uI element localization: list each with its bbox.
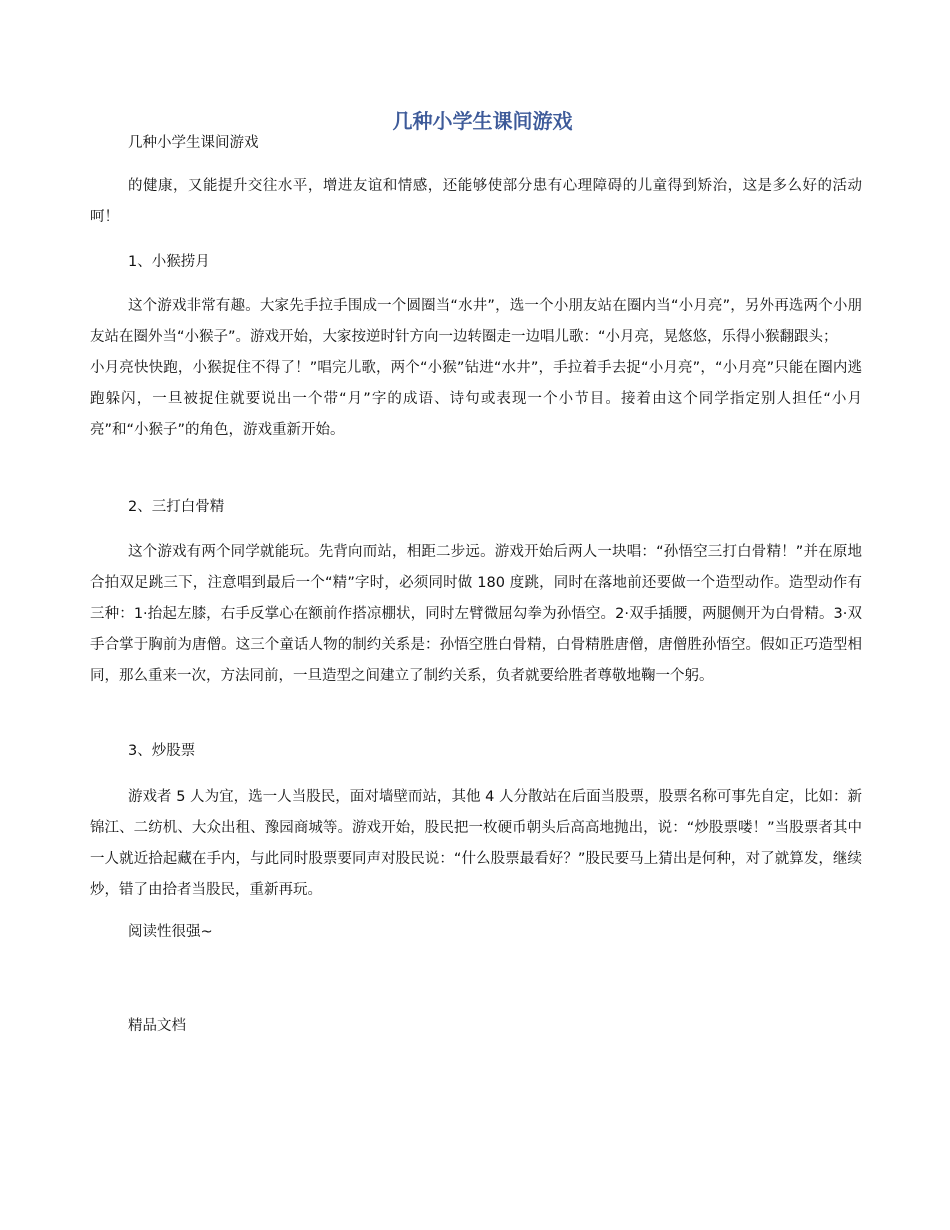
section1-paragraph-1: 这个游戏非常有趣。大家先手拉手围成一个圆圈当“水井”，选一个小朋友站在圈内当“小月亮”，另外再选两个小朋友站在圈外当“小猴子”。游戏开始，大家按逆时针方向一边转圈走一边唱儿歌：“小月亮，晃悠悠，乐得小猴翻跟头； [90, 298, 862, 345]
section3-body [90, 782, 862, 906]
section1-heading: 1、小猴捞月 [128, 254, 210, 270]
section1-paragraph-2: 小月亮快快跑，小猴捉住不得了！”唱完儿歌，两个“小猴”钻进“水井”，手拉着手去捉“小月亮”，“小月亮”只能在圈内逃跑躲闪，一旦被捉住就要说出一个带“月”字的成语、诗句或表现一个小节目。接着由这个同学指定别人担任“小月亮”和“小猴子”的角色，游戏重新开始。 [90, 360, 862, 438]
intro-paragraph: 的健康，又能提升交往水平，增进友谊和情感，还能够使部分患有心理障碍的儿童得到矫治，这是多么好的活动呵！ [90, 178, 862, 225]
section2-heading: 2、三打白骨精 [128, 499, 225, 515]
section3-heading: 3、炒股票 [128, 743, 196, 759]
closing-block [90, 917, 862, 948]
section1-body [90, 291, 862, 446]
footer-block [90, 1011, 862, 1042]
document-title: 几种小学生课间游戏 [392, 109, 573, 133]
section3-heading-block [90, 736, 862, 767]
footer-text: 精品文档 [128, 1018, 186, 1034]
section2-body [90, 537, 862, 692]
section3-paragraph-1: 游戏者 5 人为宜，选一人当股民，面对墙壁而站，其他 4 人分散站在后面当股票，股票名称可事先自定，比如：新锦江、二纺机、大众出租、豫园商城等。游戏开始，股民把一枚硬币朝头后高高地抛出，说：“炒股票喽！”当股票者其中一人就近拾起藏在手内，与此同时股票要同声对股民说：“什么股票最看好？”股民要马上猜出是何种，对了就算发，继续炒，错了由拾者当股民，重新再玩。 [90, 789, 862, 898]
section1-heading-block [90, 247, 862, 278]
intro-block [90, 171, 862, 233]
section2-paragraph-1: 这个游戏有两个同学就能玩。先背向而站，相距二步远。游戏开始后两人一块唱：“孙悟空三打白骨精！”并在原地合拍双足跳三下，注意唱到最后一个“精”字时，必须同时做 180 度跳，同时在落地前还要做一个造型动作。造型动作有三种：1·抬起左膝，右手反掌心在额前作搭凉棚状，同时左臂微屈勾拳为孙悟空。2·双手插腰，两腿侧开为白骨精。3·双手合掌于胸前为唐僧。这三个童话人物的制约关系是：孙悟空胜白骨精，白骨精胜唐僧，唐僧胜孙悟空。假如正巧造型相同，那么重来一次，方法同前，一旦造型之间建立了制约关系，负者就要给胜者尊敬地鞠一个躬。 [90, 544, 862, 684]
subtitle-block [90, 128, 862, 159]
closing-text: 阅读性很强~ [128, 924, 213, 940]
subtitle-text: 几种小学生课间游戏 [128, 135, 259, 151]
section2-heading-block [90, 492, 862, 523]
